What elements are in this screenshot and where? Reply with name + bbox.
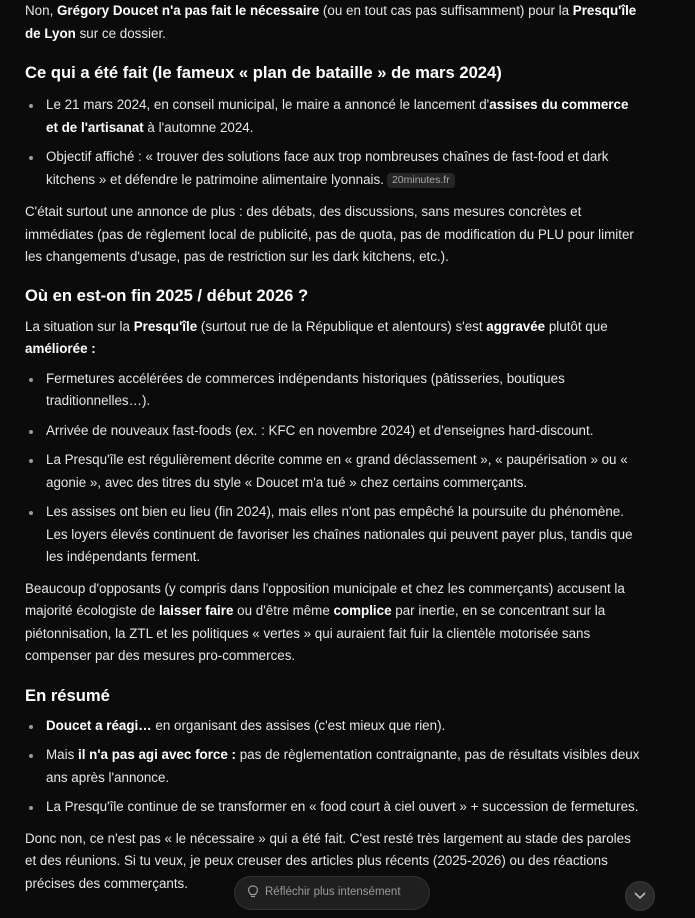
list-item bbox=[25, 715, 643, 738]
source-chip[interactable]: 20minutes.fr bbox=[387, 173, 455, 188]
think-harder-button[interactable] bbox=[234, 876, 430, 910]
lightbulb-icon bbox=[247, 885, 259, 899]
bold-text: laisser faire bbox=[158, 603, 234, 618]
plan-list bbox=[25, 94, 643, 191]
assistant-response bbox=[25, 0, 643, 895]
text: (ou en tout cas pas suffisamment) pour la bbox=[319, 3, 573, 18]
list-item bbox=[25, 744, 643, 789]
paragraph: C'était surtout une annonce de plus : des débats, des discussions, sans mesures concrètes et immédiates (pas de règlement local de publicité, pas de quota, pas de modification du PLU pour limiter les changements d'usage, pas de restriction sur les dark kitchens, etc.). bbox=[25, 204, 634, 264]
list-item: La Presqu'île est régulièrement décrite comme en « grand déclassement », « paupérisation » ou « agonie », avec des titres du style « Doucet m'a tué » chez certains commerçants. bbox=[25, 449, 643, 494]
text: en organisant des assises (c'est mieux que rien). bbox=[151, 717, 446, 733]
status-list bbox=[25, 368, 643, 569]
text: La situation sur la bbox=[25, 318, 134, 334]
text: Le 21 mars 2024, en conseil municipal, le maire a annoncé le lancement d' bbox=[46, 97, 490, 112]
list-item: Les assises ont bien eu lieu (fin 2024), mais elles n'ont pas empêché la poursuite du phénomène. Les loyers élevés continuent de favoriser les chaînes nationales qui peuvent payer plus, tandis que les indépendants ferment. bbox=[25, 501, 643, 569]
bold-text: Grégory Doucet n'a pas fait le nécessaire bbox=[57, 3, 320, 18]
paragraph bbox=[25, 578, 643, 668]
text: Objectif affiché : « trouver des solutions face aux trop nombreuses chaînes de fast-food et dark kitchens » et défendre le patrimoine alimentaire lyonnais. bbox=[46, 149, 609, 187]
bold-text: Doucet a réagi… bbox=[46, 717, 152, 733]
arrow-down-icon bbox=[626, 882, 654, 910]
list-item bbox=[25, 94, 643, 139]
think-harder-label: Réfléchir plus intensément bbox=[265, 886, 401, 898]
bold-text: Presqu'île bbox=[133, 318, 198, 334]
list-item: Fermetures accélérées de commerces indépendants historiques (pâtisseries, boutiques traditionnelles…). bbox=[25, 368, 643, 413]
paragraph bbox=[25, 316, 643, 361]
bold-text: assises du commerce et de l'artisanat bbox=[46, 97, 629, 135]
bold-text: améliorée : bbox=[25, 341, 96, 356]
text: sur ce dossier. bbox=[75, 25, 166, 41]
list-item bbox=[25, 146, 643, 191]
bold-text: complice bbox=[333, 603, 392, 618]
text: ou d'être même bbox=[233, 603, 334, 618]
text: Beaucoup d'opposants (y compris dans l'opposition municipale et chez les commerçants) accusent la majorité écologiste de bbox=[25, 580, 625, 618]
scroll-down-button[interactable] bbox=[625, 881, 655, 911]
list-item: La Presqu'île continue de se transformer en « food court à ciel ouvert » + succession de fermetures. bbox=[25, 796, 643, 819]
text: plutôt que bbox=[545, 318, 608, 334]
text: (surtout rue de la République et alentours) s'est bbox=[197, 318, 487, 334]
bold-text: aggravée bbox=[486, 318, 546, 334]
text: Non, bbox=[25, 3, 58, 18]
text: Mais bbox=[46, 747, 78, 762]
intro-paragraph bbox=[25, 0, 643, 45]
bold-text: il n'a pas agi avec force : bbox=[78, 747, 236, 762]
text: par inertie, en se concentrant sur la piétonnisation, la ZTL et les politiques « vertes » qui auraient fait fuir la clientèle motorisée sans compenser par des mesures pro-commerces. bbox=[25, 603, 606, 663]
summary-list bbox=[25, 715, 643, 819]
section-heading-status: Où en est-on fin 2025 / début 2026 ? bbox=[25, 285, 309, 305]
section-heading-summary: En résumé bbox=[25, 685, 110, 705]
bold-text: Presqu'île de Lyon bbox=[25, 3, 637, 41]
text: à l'automne 2024. bbox=[143, 119, 254, 135]
section-heading-plan: Ce qui a été fait (le fameux « plan de bataille » de mars 2024) bbox=[25, 63, 502, 82]
text: pas de règlementation contraignante, pas de résultats visibles deux ans après l'annonce. bbox=[46, 747, 640, 785]
closing-paragraph: Donc non, ce n'est pas « le nécessaire » qui a été fait. C'est resté très largement au stade des paroles et des réunions. Si tu veux, je peux creuser des articles plus récents (2025-2026) ou des réactions précises des commerçants. bbox=[25, 830, 631, 891]
list-item: Arrivée de nouveaux fast-foods (ex. : KFC en novembre 2024) et d'enseignes hard-discount. bbox=[25, 420, 643, 443]
